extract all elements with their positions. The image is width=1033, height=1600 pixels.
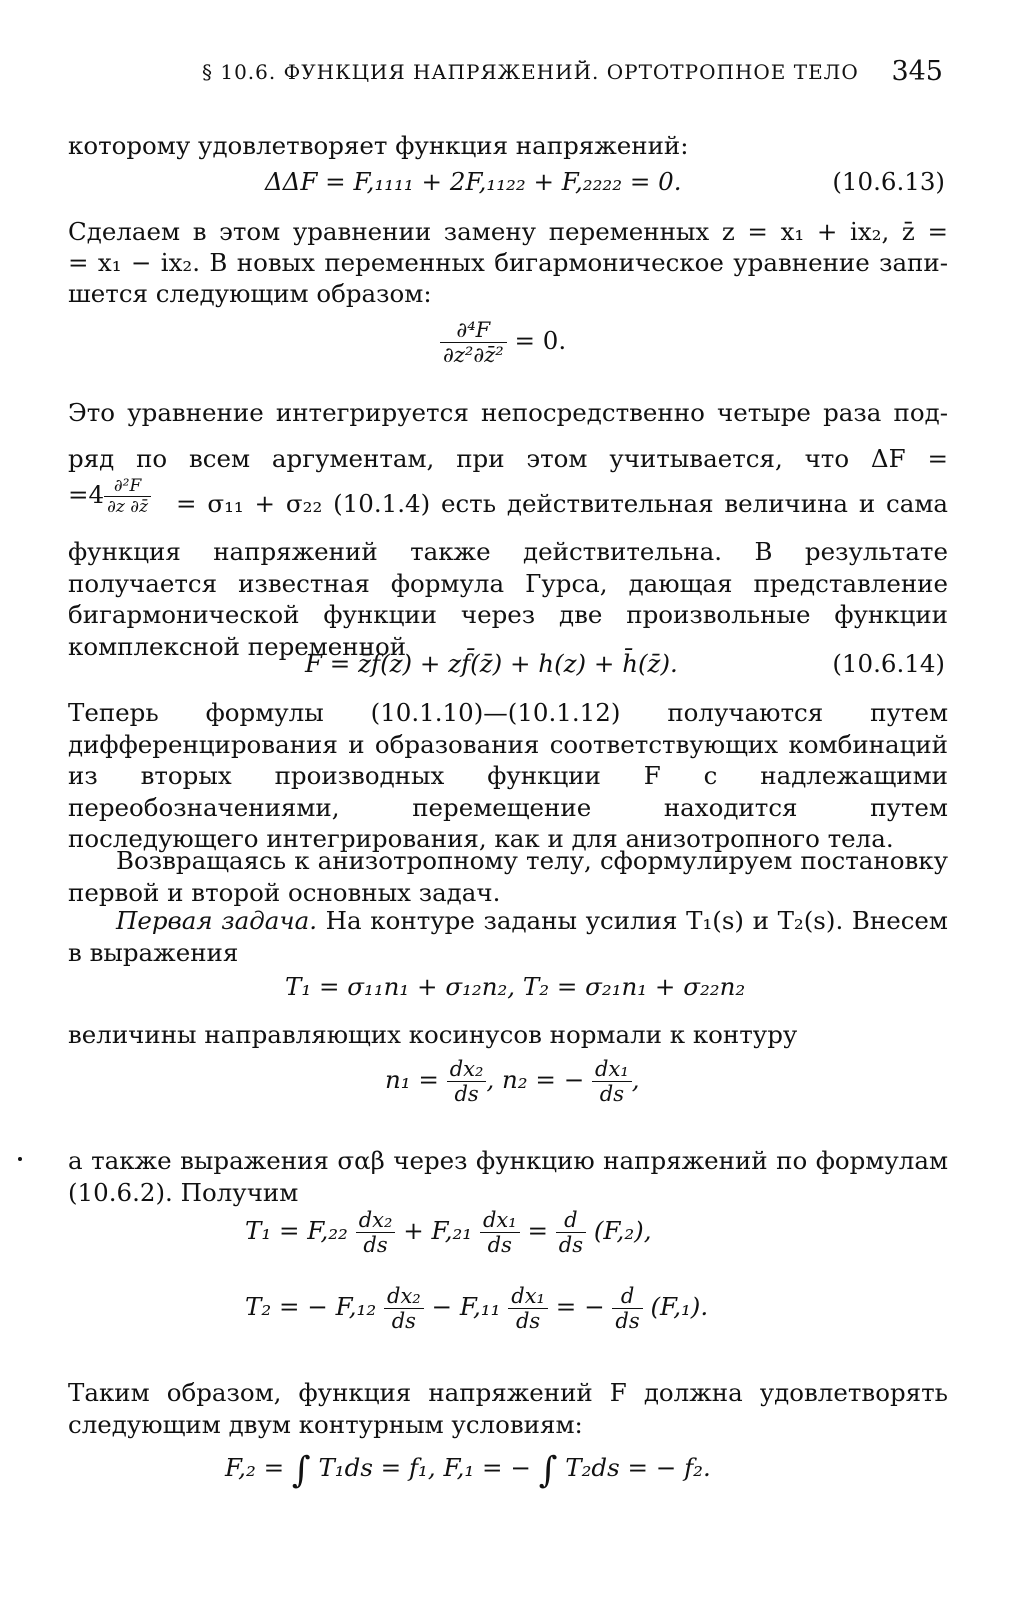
- t2-term-a: T₂ = − F,₁₂: [245, 1292, 377, 1321]
- fraction-denominator: ds: [363, 1233, 388, 1257]
- paragraph-normals: величины направляющих косинусов нормали к контуру: [68, 1020, 798, 1049]
- fraction-denominator: ds: [487, 1233, 512, 1257]
- fraction-numerator: d: [556, 1208, 586, 1233]
- biharmonic-equation: [440, 318, 566, 367]
- paragraph-stress-expressions: а также выражения σαβ через функцию напряжений по формулам (10.6.2). Получим: [68, 1146, 948, 1207]
- laplacian-inline: [68, 476, 151, 517]
- fraction-denominator: ds: [391, 1309, 416, 1333]
- fraction-denominator: ds: [599, 1082, 625, 1106]
- equation-number-13: (10.6.13): [832, 167, 945, 196]
- fraction-denominator: ds: [558, 1233, 584, 1257]
- paragraph-integration-line1: Это уравнение интегрируется непосредственно четыре раза под-: [68, 398, 948, 427]
- normal-cosines-equation: [385, 1057, 640, 1106]
- fraction-denominator: ds: [615, 1309, 640, 1333]
- t1-term-b: + F,₂₁: [403, 1216, 473, 1245]
- paragraph-formulas: Теперь формулы (10.1.10)—(10.1.12) получаются путем дифференцирования и образования соответствующих комбинаций из вторых производных функции F с надлежащими переобозначениями, перемещение находится путем последующего интегрирования, как и для анизотропного тела.: [68, 698, 948, 853]
- fraction-denominator: ds: [515, 1309, 541, 1333]
- t1-term-a: T₁ = F,₂₂: [245, 1216, 348, 1245]
- dx2-ds-fraction: [384, 1284, 424, 1333]
- dx1-ds-fraction: [508, 1284, 548, 1333]
- n1-lhs: n₁ =: [385, 1065, 439, 1094]
- paragraph-first-problem: [68, 905, 948, 968]
- fraction-denominator: ds: [454, 1082, 479, 1106]
- first-problem-text: На контуре заданы усилия T₁(s) и T₂(s). Внесем в выражения: [68, 906, 948, 967]
- page-number: 345: [891, 56, 943, 87]
- fraction-numerator: dx₂: [356, 1208, 396, 1233]
- paragraph-boundary-conditions: Таким образом, функция напряжений F должна удовлетворять следующим двум контурным условиям:: [68, 1378, 948, 1439]
- fraction-numerator: d: [612, 1284, 642, 1309]
- bc-term-c: T₂ds = − f₂.: [565, 1453, 711, 1482]
- dx1-ds-fraction: [480, 1208, 520, 1257]
- t1-equals: =: [527, 1216, 548, 1245]
- fraction-numerator: dx₂: [447, 1057, 487, 1082]
- running-header: § 10.6. ФУНКЦИЯ НАПРЯЖЕНИЙ. ОРТОТРОПНОЕ ТЕЛО: [202, 60, 859, 84]
- fraction-numerator: ∂⁴F: [440, 318, 507, 343]
- equation-number-14: (10.6.14): [832, 649, 945, 678]
- paragraph-substitution-line2: = x₁ − ix₂. В новых переменных бигармоническое уравнение запи-: [68, 248, 948, 277]
- paragraph-intro: которому удовлетворяет функция напряжений:: [68, 131, 689, 160]
- t1-term-d: (F,₂),: [593, 1216, 652, 1245]
- t2-term-d: (F,₁).: [650, 1292, 709, 1321]
- fraction-numerator: dx₂: [384, 1284, 424, 1309]
- dx2-ds-fraction: [356, 1208, 396, 1257]
- fraction-numerator: dx₁: [592, 1057, 632, 1082]
- equation-rhs: = 0.: [514, 326, 567, 355]
- equation-10-6-14: F = z̄f(z) + zf̄(z̄) + h(z) + h̄(z̄).: [305, 649, 678, 678]
- fraction-numerator: ∂²F: [104, 476, 151, 497]
- fraction-numerator: dx₁: [480, 1208, 520, 1233]
- laplacian-lead: =4: [68, 480, 105, 509]
- equation-T2: [245, 1284, 708, 1333]
- n2-lhs: , n₂ = −: [486, 1065, 585, 1094]
- fraction-numerator: dx₁: [508, 1284, 548, 1309]
- paragraph-substitution-line1: Сделаем в этом уравнении замену переменных z = x₁ + ix₂, z̄ =: [68, 217, 948, 246]
- laplacian-fraction: [104, 476, 151, 517]
- dx2-ds-fraction: [447, 1057, 487, 1106]
- dx1-ds-fraction: [592, 1057, 632, 1106]
- paragraph-integration-line3: = σ₁₁ + σ₂₂ (10.1.4) есть действительная величина и сама: [176, 489, 948, 518]
- paragraph-integration-line2: ряд по всем аргументам, при этом учитывается, что ΔF =: [68, 444, 948, 473]
- t2-equals: = −: [555, 1292, 605, 1321]
- first-problem-heading: Первая задача.: [116, 906, 318, 935]
- bc-term-a: F,₂ =: [225, 1453, 285, 1482]
- d-ds-fraction: [612, 1284, 642, 1333]
- margin-dot: [18, 1157, 22, 1161]
- fraction-denominator: ∂z ∂z̄: [107, 497, 149, 517]
- paragraph-anisotropic: Возвращаясь к анизотропному телу, сформулируем постановку первой и второй основных задач.: [68, 846, 948, 907]
- d-ds-fraction: [556, 1208, 586, 1257]
- bc-term-b: T₁ds = f₁, F,₁ = −: [318, 1453, 531, 1482]
- integral-sign: ∫: [291, 1450, 311, 1491]
- paragraph-substitution-line3: шется следующим образом:: [68, 279, 432, 308]
- boundary-condition-equations: [225, 1450, 711, 1491]
- equation-T1: [245, 1208, 652, 1257]
- paragraph-goursat: функция напряжений также действительна. В результате получается известная формула Гурса, дающая представление бигармонической функции через две произвольные функции комплексной переменной: [68, 537, 948, 661]
- t2-term-b: − F,₁₁: [431, 1292, 501, 1321]
- integral-sign: ∫: [538, 1450, 558, 1491]
- biharmonic-fraction: [440, 318, 507, 367]
- equation-10-6-13: ΔΔF = F,₁₁₁₁ + 2F,₁₁₂₂ + F,₂₂₂₂ = 0.: [265, 167, 682, 196]
- comma: ,: [631, 1065, 640, 1094]
- traction-equations: T₁ = σ₁₁n₁ + σ₁₂n₂, T₂ = σ₂₁n₁ + σ₂₂n₂: [285, 972, 746, 1001]
- fraction-denominator: ∂z²∂z̄²: [443, 343, 504, 367]
